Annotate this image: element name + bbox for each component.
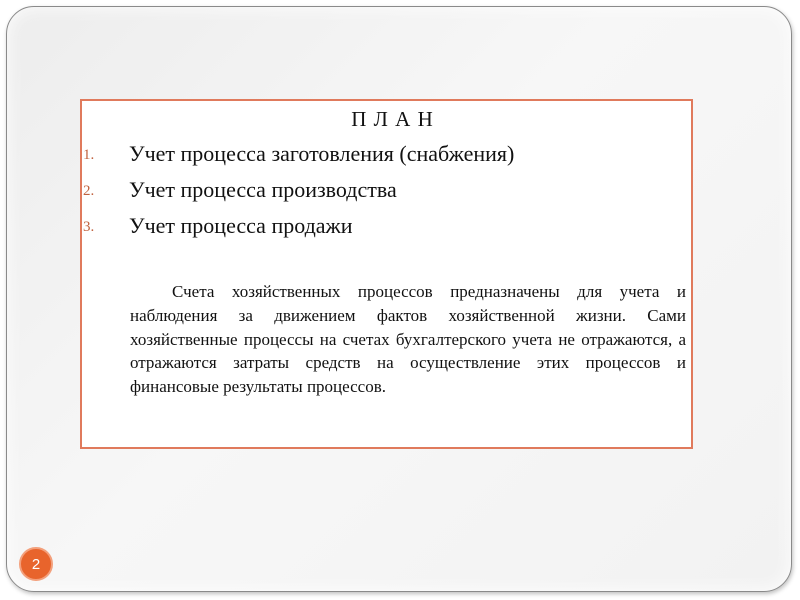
paragraph-text: Счета хозяйственных процессов предназначены для учета и наблюдения за движением фактов хозяйственной жизни. Сами хозяйственные процессы на счетах бухгалтерского учета не отражаются, а отражаются затраты средств на осуществление этих процессов и финансовые результаты процессов. (130, 282, 686, 397)
page-number-badge (19, 547, 53, 581)
plan-list (82, 137, 691, 245)
plan-item-text: Учет процесса продажи (129, 213, 353, 238)
plan-item-number: 2. (83, 183, 95, 199)
plan-title: П Л А Н (351, 107, 434, 131)
description-paragraph (130, 280, 686, 399)
plan-list-item (82, 173, 691, 209)
plan-list-item (82, 137, 691, 173)
plan-list-item (82, 209, 691, 245)
page-number: 2 (31, 555, 41, 573)
plan-item-text: Учет процесса заготовления (снабжения) (129, 141, 515, 166)
plan-item-number: 1. (83, 147, 95, 163)
plan-item-text: Учет процесса производства (129, 177, 397, 202)
plan-content-box (80, 99, 693, 449)
plan-item-number: 3. (83, 219, 95, 235)
